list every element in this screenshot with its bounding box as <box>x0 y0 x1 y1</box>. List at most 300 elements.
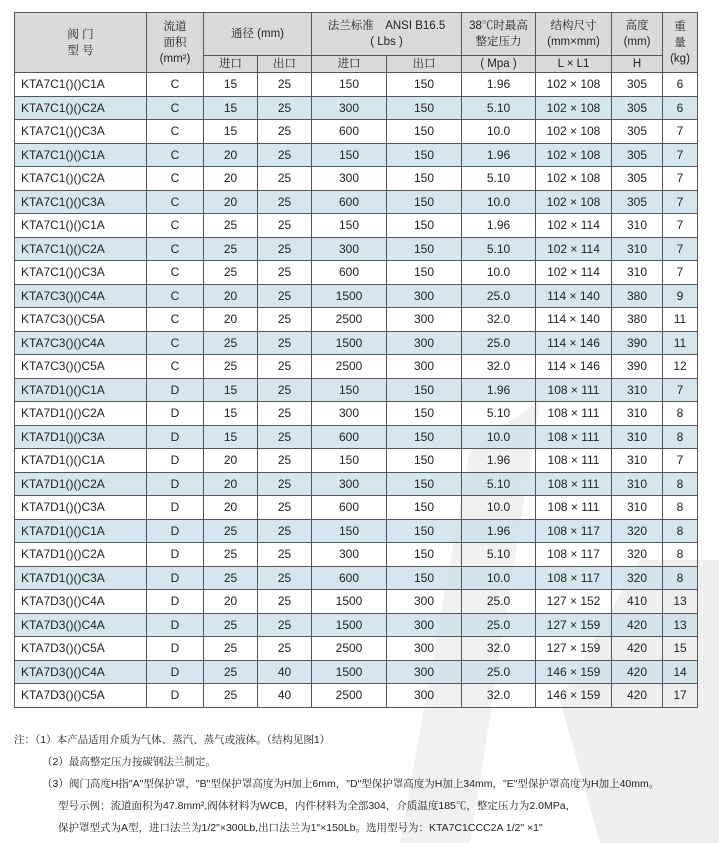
header-pressure-unit: ( Mpa ) <box>462 56 536 73</box>
cell-area: D <box>147 637 204 661</box>
cell-model: KTA7D1()()C1A <box>15 519 147 543</box>
cell-weight: 7 <box>663 167 698 191</box>
cell-height: 310 <box>612 402 663 426</box>
cell-bore-outlet: 25 <box>258 120 312 144</box>
table-row <box>15 167 698 191</box>
cell-bore-inlet: 25 <box>204 214 258 238</box>
cell-model: KTA7D1()()C3A <box>15 496 147 520</box>
cell-dims: 108 × 111 <box>536 496 612 520</box>
cell-weight: 8 <box>663 402 698 426</box>
cell-weight: 7 <box>663 190 698 214</box>
cell-flange-outlet: 300 <box>387 331 462 355</box>
cell-height: 390 <box>612 331 663 355</box>
cell-height: 310 <box>612 214 663 238</box>
cell-dims: 146 × 159 <box>536 684 612 708</box>
table-row <box>15 331 698 355</box>
cell-model: KTA7D1()()C1A <box>15 449 147 473</box>
cell-area: C <box>147 214 204 238</box>
cell-bore-outlet: 40 <box>258 684 312 708</box>
cell-weight: 8 <box>663 472 698 496</box>
cell-area: D <box>147 449 204 473</box>
cell-pressure: 32.0 <box>462 637 536 661</box>
cell-weight: 14 <box>663 660 698 684</box>
cell-flange-inlet: 2500 <box>312 355 387 379</box>
cell-bore-outlet: 25 <box>258 543 312 567</box>
cell-flange-inlet: 1500 <box>312 284 387 308</box>
cell-dims: 102 × 108 <box>536 167 612 191</box>
cell-flange-outlet: 150 <box>387 566 462 590</box>
cell-bore-outlet: 25 <box>258 519 312 543</box>
cell-bore-inlet: 20 <box>204 496 258 520</box>
cell-flange-outlet: 150 <box>387 214 462 238</box>
cell-dims: 108 × 111 <box>536 449 612 473</box>
cell-model: KTA7C1()()C3A <box>15 261 147 285</box>
cell-dims: 102 × 108 <box>536 190 612 214</box>
cell-height: 305 <box>612 120 663 144</box>
cell-pressure: 10.0 <box>462 261 536 285</box>
cell-model: KTA7C1()()C1A <box>15 73 147 97</box>
cell-bore-inlet: 20 <box>204 472 258 496</box>
cell-dims: 114 × 146 <box>536 355 612 379</box>
cell-weight: 6 <box>663 96 698 120</box>
table-row <box>15 261 698 285</box>
cell-area: C <box>147 73 204 97</box>
cell-flange-inlet: 300 <box>312 167 387 191</box>
cell-flange-outlet: 150 <box>387 167 462 191</box>
cell-dims: 114 × 140 <box>536 308 612 332</box>
cell-flange-outlet: 300 <box>387 613 462 637</box>
cell-pressure: 1.96 <box>462 378 536 402</box>
table-row <box>15 637 698 661</box>
cell-area: D <box>147 684 204 708</box>
cell-bore-outlet: 25 <box>258 637 312 661</box>
cell-flange-inlet: 150 <box>312 449 387 473</box>
cell-weight: 9 <box>663 284 698 308</box>
note-1: 注：（1）本产品适用介质为气体、蒸汽、蒸气或液体。（结构见图1） <box>14 734 331 746</box>
table-row <box>15 449 698 473</box>
cell-model: KTA7D3()()C5A <box>15 637 147 661</box>
cell-flange-outlet: 300 <box>387 308 462 332</box>
cell-weight: 8 <box>663 566 698 590</box>
header-bore-inlet: 进口 <box>204 56 258 73</box>
cell-bore-outlet: 25 <box>258 143 312 167</box>
cell-height: 320 <box>612 543 663 567</box>
cell-flange-outlet: 150 <box>387 73 462 97</box>
cell-model: KTA7D3()()C4A <box>15 613 147 637</box>
cell-pressure: 10.0 <box>462 566 536 590</box>
header-height-unit: H <box>612 56 663 73</box>
cell-area: C <box>147 284 204 308</box>
cell-pressure: 32.0 <box>462 308 536 332</box>
cell-flange-inlet: 600 <box>312 496 387 520</box>
header-height: 高度 (mm) <box>612 13 663 56</box>
cell-height: 390 <box>612 355 663 379</box>
cell-bore-inlet: 25 <box>204 543 258 567</box>
cell-bore-outlet: 25 <box>258 378 312 402</box>
cell-area: C <box>147 120 204 144</box>
cell-flange-inlet: 2500 <box>312 637 387 661</box>
note-3: （3）阀门高度H指"A"型保护罩，"B"型保护罩高度为H加上6mm，"D"型保护罩高度为H加上34mm，"E"型保护罩高度为H加上40mm。 <box>42 778 660 790</box>
cell-area: D <box>147 519 204 543</box>
table-row <box>15 519 698 543</box>
cell-pressure: 10.0 <box>462 120 536 144</box>
cell-weight: 12 <box>663 355 698 379</box>
cell-bore-inlet: 15 <box>204 402 258 426</box>
cell-weight: 11 <box>663 331 698 355</box>
header-weight: 重 量 (kg) <box>663 13 698 73</box>
cell-flange-inlet: 1500 <box>312 613 387 637</box>
cell-bore-outlet: 25 <box>258 496 312 520</box>
cell-area: D <box>147 543 204 567</box>
cell-bore-outlet: 25 <box>258 214 312 238</box>
table-row <box>15 73 698 97</box>
cell-height: 305 <box>612 73 663 97</box>
cell-bore-outlet: 25 <box>258 590 312 614</box>
cell-flange-outlet: 150 <box>387 472 462 496</box>
cell-flange-inlet: 1500 <box>312 590 387 614</box>
cell-flange-outlet: 150 <box>387 543 462 567</box>
cell-bore-inlet: 15 <box>204 425 258 449</box>
cell-bore-inlet: 25 <box>204 637 258 661</box>
cell-dims: 102 × 108 <box>536 143 612 167</box>
cell-bore-inlet: 15 <box>204 378 258 402</box>
cell-flange-inlet: 600 <box>312 190 387 214</box>
cell-height: 305 <box>612 167 663 191</box>
cell-dims: 127 × 152 <box>536 590 612 614</box>
table-row <box>15 308 698 332</box>
header-model: 阀 门 型 号 <box>15 13 147 73</box>
cell-pressure: 25.0 <box>462 590 536 614</box>
cell-flange-inlet: 150 <box>312 214 387 238</box>
table-row <box>15 96 698 120</box>
cell-model: KTA7C1()()C1A <box>15 143 147 167</box>
cell-model: KTA7D3()()C5A <box>15 684 147 708</box>
cell-flange-inlet: 1500 <box>312 660 387 684</box>
cell-pressure: 25.0 <box>462 331 536 355</box>
cell-flange-outlet: 150 <box>387 261 462 285</box>
cell-dims: 108 × 111 <box>536 402 612 426</box>
cell-flange-inlet: 150 <box>312 73 387 97</box>
cell-dims: 102 × 108 <box>536 120 612 144</box>
cell-bore-outlet: 25 <box>258 331 312 355</box>
cell-area: C <box>147 143 204 167</box>
cell-bore-outlet: 25 <box>258 425 312 449</box>
cell-bore-inlet: 15 <box>204 96 258 120</box>
cell-bore-outlet: 25 <box>258 167 312 191</box>
cell-weight: 13 <box>663 590 698 614</box>
cell-model: KTA7C3()()C5A <box>15 308 147 332</box>
cell-pressure: 32.0 <box>462 355 536 379</box>
cell-area: C <box>147 167 204 191</box>
header-dims: 结构尺寸 (mm×mm) <box>536 13 612 56</box>
cell-bore-inlet: 25 <box>204 660 258 684</box>
cell-height: 420 <box>612 684 663 708</box>
cell-height: 420 <box>612 660 663 684</box>
cell-pressure: 10.0 <box>462 190 536 214</box>
cell-flange-outlet: 150 <box>387 519 462 543</box>
cell-model: KTA7D3()()C4A <box>15 590 147 614</box>
cell-height: 310 <box>612 449 663 473</box>
cell-flange-inlet: 300 <box>312 96 387 120</box>
table-row <box>15 143 698 167</box>
header-bore: 通径 (mm) <box>204 13 312 56</box>
cell-bore-inlet: 20 <box>204 308 258 332</box>
cell-flange-inlet: 300 <box>312 543 387 567</box>
cell-flange-outlet: 150 <box>387 190 462 214</box>
cell-pressure: 5.10 <box>462 402 536 426</box>
table-row <box>15 496 698 520</box>
cell-bore-inlet: 25 <box>204 331 258 355</box>
cell-flange-inlet: 600 <box>312 425 387 449</box>
cell-bore-outlet: 25 <box>258 96 312 120</box>
cell-height: 310 <box>612 496 663 520</box>
cell-flange-inlet: 300 <box>312 472 387 496</box>
cell-model: KTA7D1()()C3A <box>15 566 147 590</box>
cell-dims: 108 × 111 <box>536 425 612 449</box>
cell-bore-outlet: 25 <box>258 73 312 97</box>
cell-height: 310 <box>612 472 663 496</box>
cell-bore-inlet: 25 <box>204 613 258 637</box>
cell-bore-inlet: 25 <box>204 237 258 261</box>
cell-pressure: 25.0 <box>462 660 536 684</box>
table-row <box>15 190 698 214</box>
header-pressure: 38℃时最高 整定压力 <box>462 13 536 56</box>
note-2: （2）最高整定压力按碳钢法兰制定。 <box>42 756 216 768</box>
cell-bore-outlet: 25 <box>258 566 312 590</box>
cell-flange-outlet: 300 <box>387 684 462 708</box>
cell-pressure: 1.96 <box>462 73 536 97</box>
table-row <box>15 378 698 402</box>
cell-pressure: 1.96 <box>462 214 536 238</box>
cell-height: 420 <box>612 613 663 637</box>
cell-flange-inlet: 150 <box>312 378 387 402</box>
cell-height: 380 <box>612 308 663 332</box>
header-bore-outlet: 出口 <box>258 56 312 73</box>
cell-model: KTA7C1()()C3A <box>15 120 147 144</box>
cell-weight: 8 <box>663 543 698 567</box>
cell-dims: 108 × 117 <box>536 566 612 590</box>
cell-pressure: 1.96 <box>462 143 536 167</box>
cell-weight: 11 <box>663 308 698 332</box>
table-row <box>15 590 698 614</box>
cell-flange-inlet: 300 <box>312 237 387 261</box>
cell-flange-outlet: 150 <box>387 402 462 426</box>
cell-bore-outlet: 25 <box>258 190 312 214</box>
cell-height: 305 <box>612 96 663 120</box>
cell-area: D <box>147 613 204 637</box>
cell-model: KTA7C1()()C2A <box>15 96 147 120</box>
table-row <box>15 120 698 144</box>
cell-dims: 102 × 114 <box>536 237 612 261</box>
cell-bore-outlet: 25 <box>258 284 312 308</box>
cell-bore-inlet: 20 <box>204 590 258 614</box>
cell-height: 320 <box>612 566 663 590</box>
cell-dims: 114 × 146 <box>536 331 612 355</box>
cell-area: D <box>147 425 204 449</box>
cell-weight: 7 <box>663 214 698 238</box>
cell-model: KTA7C1()()C2A <box>15 167 147 191</box>
cell-flange-outlet: 300 <box>387 355 462 379</box>
cell-flange-inlet: 600 <box>312 261 387 285</box>
cell-pressure: 5.10 <box>462 167 536 191</box>
cell-flange-inlet: 300 <box>312 402 387 426</box>
cell-dims: 102 × 114 <box>536 214 612 238</box>
cell-flange-inlet: 150 <box>312 143 387 167</box>
cell-dims: 102 × 108 <box>536 73 612 97</box>
cell-bore-outlet: 25 <box>258 261 312 285</box>
cell-weight: 7 <box>663 261 698 285</box>
cell-weight: 7 <box>663 449 698 473</box>
cell-bore-outlet: 25 <box>258 613 312 637</box>
cell-model: KTA7C1()()C2A <box>15 237 147 261</box>
cell-area: C <box>147 308 204 332</box>
cell-height: 305 <box>612 143 663 167</box>
cell-bore-outlet: 25 <box>258 355 312 379</box>
cell-bore-inlet: 20 <box>204 143 258 167</box>
header-flange-inlet: 进口 <box>312 56 387 73</box>
cell-model: KTA7C3()()C4A <box>15 331 147 355</box>
cell-dims: 108 × 117 <box>536 519 612 543</box>
cell-weight: 7 <box>663 120 698 144</box>
cell-pressure: 5.10 <box>462 472 536 496</box>
cell-height: 305 <box>612 190 663 214</box>
cell-bore-inlet: 20 <box>204 167 258 191</box>
cell-flange-outlet: 300 <box>387 590 462 614</box>
cell-flange-outlet: 150 <box>387 120 462 144</box>
cell-dims: 146 × 159 <box>536 660 612 684</box>
cell-bore-outlet: 40 <box>258 660 312 684</box>
cell-height: 310 <box>612 425 663 449</box>
cell-model: KTA7D3()()C4A <box>15 660 147 684</box>
cell-weight: 17 <box>663 684 698 708</box>
cell-area: C <box>147 331 204 355</box>
cell-height: 310 <box>612 378 663 402</box>
cell-weight: 6 <box>663 73 698 97</box>
cell-area: D <box>147 496 204 520</box>
table-row <box>15 355 698 379</box>
cell-pressure: 5.10 <box>462 543 536 567</box>
cell-dims: 108 × 111 <box>536 378 612 402</box>
cell-dims: 127 × 159 <box>536 637 612 661</box>
cell-flange-outlet: 300 <box>387 284 462 308</box>
cell-flange-outlet: 150 <box>387 143 462 167</box>
cell-area: C <box>147 237 204 261</box>
cell-flange-outlet: 150 <box>387 96 462 120</box>
cell-bore-inlet: 25 <box>204 566 258 590</box>
notes <box>14 729 659 839</box>
cell-flange-outlet: 150 <box>387 449 462 473</box>
cell-bore-inlet: 20 <box>204 284 258 308</box>
table-row <box>15 214 698 238</box>
cell-height: 320 <box>612 519 663 543</box>
table-row <box>15 566 698 590</box>
cell-pressure: 5.10 <box>462 237 536 261</box>
header-area: 流道 面积 (mm²) <box>147 13 204 73</box>
table-body <box>15 73 698 708</box>
table-row <box>15 237 698 261</box>
cell-model: KTA7D1()()C2A <box>15 543 147 567</box>
table-row <box>15 660 698 684</box>
cell-flange-outlet: 300 <box>387 637 462 661</box>
cell-model: KTA7D1()()C1A <box>15 378 147 402</box>
cell-bore-outlet: 25 <box>258 449 312 473</box>
cell-area: C <box>147 355 204 379</box>
cell-area: D <box>147 566 204 590</box>
cell-height: 310 <box>612 261 663 285</box>
cell-flange-outlet: 150 <box>387 237 462 261</box>
table-row <box>15 543 698 567</box>
table-row <box>15 613 698 637</box>
cell-area: C <box>147 96 204 120</box>
cell-flange-inlet: 1500 <box>312 331 387 355</box>
cell-weight: 8 <box>663 519 698 543</box>
table-row <box>15 284 698 308</box>
cell-model: KTA7C1()()C1A <box>15 214 147 238</box>
cell-height: 420 <box>612 637 663 661</box>
cell-bore-outlet: 25 <box>258 402 312 426</box>
cell-bore-inlet: 25 <box>204 519 258 543</box>
cell-dims: 127 × 159 <box>536 613 612 637</box>
cell-dims: 108 × 117 <box>536 543 612 567</box>
cell-bore-inlet: 20 <box>204 449 258 473</box>
header-flange-outlet: 出口 <box>387 56 462 73</box>
cell-pressure: 10.0 <box>462 425 536 449</box>
cell-flange-inlet: 150 <box>312 519 387 543</box>
table-row <box>15 684 698 708</box>
cell-area: D <box>147 402 204 426</box>
cell-pressure: 25.0 <box>462 284 536 308</box>
cell-flange-inlet: 2500 <box>312 308 387 332</box>
cell-flange-inlet: 600 <box>312 566 387 590</box>
cell-bore-inlet: 15 <box>204 73 258 97</box>
header-flange: 法兰标准 ANSI B16.5 ( Lbs ) <box>312 13 462 56</box>
table-row <box>15 472 698 496</box>
cell-weight: 7 <box>663 237 698 261</box>
cell-dims: 108 × 111 <box>536 472 612 496</box>
cell-weight: 8 <box>663 496 698 520</box>
cell-model: KTA7C3()()C5A <box>15 355 147 379</box>
cell-height: 310 <box>612 237 663 261</box>
cell-dims: 102 × 114 <box>536 261 612 285</box>
cell-weight: 15 <box>663 637 698 661</box>
cell-model: KTA7D1()()C2A <box>15 402 147 426</box>
cell-pressure: 25.0 <box>462 613 536 637</box>
cell-flange-outlet: 150 <box>387 496 462 520</box>
cell-area: D <box>147 472 204 496</box>
cell-bore-inlet: 15 <box>204 120 258 144</box>
cell-bore-inlet: 25 <box>204 684 258 708</box>
cell-height: 380 <box>612 284 663 308</box>
cell-bore-outlet: 25 <box>258 472 312 496</box>
cell-model: KTA7D1()()C3A <box>15 425 147 449</box>
cell-pressure: 1.96 <box>462 519 536 543</box>
cell-bore-inlet: 25 <box>204 261 258 285</box>
valve-spec-table <box>14 12 698 708</box>
table-row <box>15 402 698 426</box>
cell-flange-inlet: 2500 <box>312 684 387 708</box>
cell-pressure: 10.0 <box>462 496 536 520</box>
cell-flange-outlet: 300 <box>387 660 462 684</box>
cell-area: D <box>147 590 204 614</box>
cell-area: C <box>147 190 204 214</box>
cell-height: 410 <box>612 590 663 614</box>
cell-bore-inlet: 20 <box>204 190 258 214</box>
cell-area: C <box>147 261 204 285</box>
cell-pressure: 32.0 <box>462 684 536 708</box>
table-row <box>15 425 698 449</box>
cell-model: KTA7C1()()C3A <box>15 190 147 214</box>
cell-weight: 7 <box>663 378 698 402</box>
